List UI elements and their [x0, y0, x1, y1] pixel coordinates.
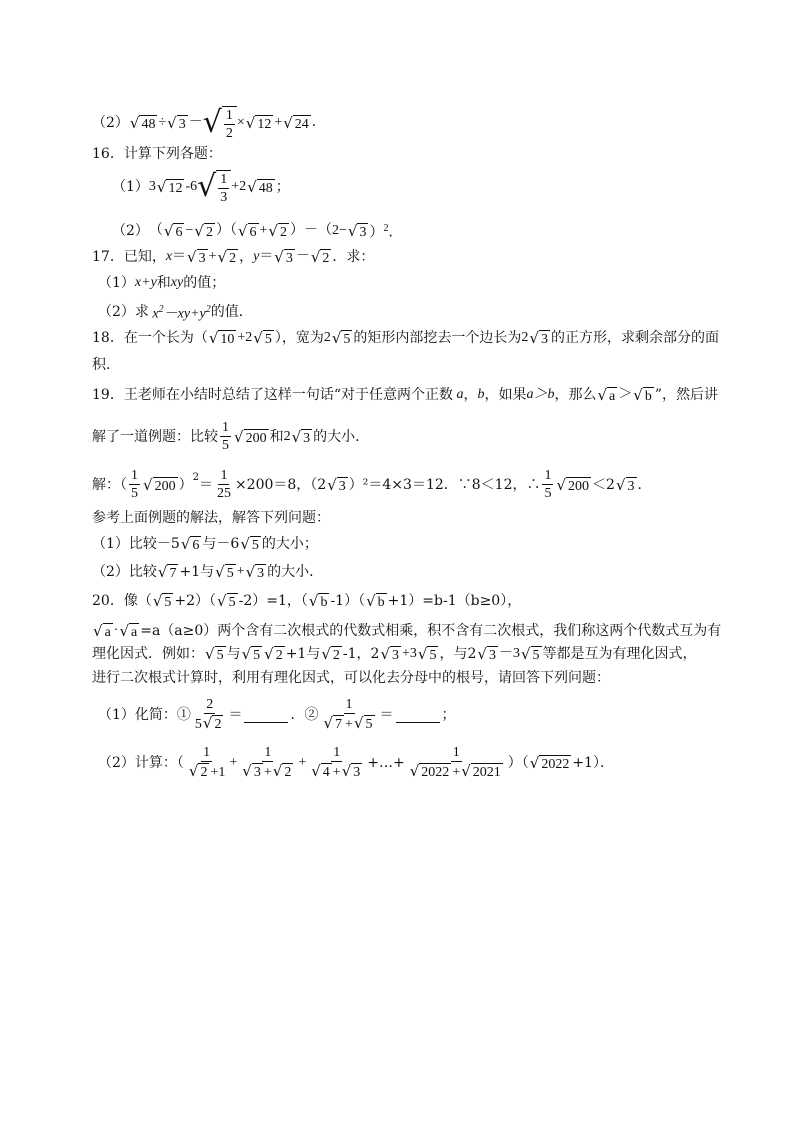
q20-part2: （2）计算：（ 1 √ 2 +1 + 1 √ 3 + √ 2 + 1 √ 4 + √ 3 +…+ 1 √ 2022 + √ 2021 ）（ √ 2022 +1）． — [98, 745, 614, 780]
q18-line2: 积． — [92, 357, 120, 373]
q16-title: 16．计算下列各题： — [92, 146, 222, 162]
op: ÷ — [158, 115, 167, 130]
q17-part1: （1） x+y 和 xy 的值； — [98, 275, 226, 291]
q19-line2: 解了一道例题：比较 $\frac{1}{5}$ √ 200 和 2 √ 3 的大小． — [92, 420, 370, 453]
sqrt-3: √ 3 — [167, 113, 186, 132]
q15-part2: （2） √ 48 ÷ √ 3 － √ $\frac{1}{2}$ × √ 12 + √ 24 ． — [92, 105, 326, 141]
q20-line1: 20．像（ √ 5 +2）（ √ 5 -2）=1，（ √ b -1）（ √ b +1）=b-1（b≥0）， — [92, 591, 522, 610]
q19-part2: （2）比较 √ 7 +1与 √ 5 + √ 3 的大小． — [92, 562, 324, 581]
q16-part1: （1） 3 √ 12 -6 √ $\frac{1}{3}$ +2 √ 48 ； — [112, 169, 290, 205]
q17-part2: （2）求 $x^2-xy+y^2$ 的值． — [98, 304, 253, 322]
q17-title: 17．已知， x ＝ √ 3 + √ 2 ， y ＝ √ 3 － √ 2 ．求： — [92, 247, 375, 266]
q20-line2: √ a · √ a =a（a≥0）两个含有二次根式的代数式相乘，积不含有二次根式，我们称这两个代数式互为有 — [93, 621, 722, 640]
q19-reference: 参考上面例题的解法，解答下列问题： — [92, 510, 330, 526]
q18-line1: 18．在一个长为（ √ 10 +2 √ 5 ），宽为 2 √ 5 的矩形内部挖去一个边长为 2 √ 3 的正方形，求剩余部分的面 — [92, 328, 719, 347]
answer-blank-1[interactable] — [244, 708, 288, 723]
q20-line3: 理化因式．例如： √ 5 与 √ 5 √ 2 +1与 √ 2 -1，2 √ 3 +3 √ 5 ，与2 √ 3 －3 √ 5 等都是互为有理化因式， — [92, 644, 697, 663]
sqrt-half: √ $\frac{1}{2}$ — [203, 104, 237, 142]
q19-solution: 解：（ $\frac{1}{5}$ √ 200 ） $^2$ ＝ $\frac{1}{25}$ ×200＝8，（2 √ 3 ）²＝4×3＝12．∵8＜12，∴ $\frac{1}{5}$ √ 200 ＜2 √ 3 ． — [92, 468, 652, 501]
q20-line4: 进行二次根式计算时，利用有理化因式，可以化去分母中的根号，请回答下列问题： — [92, 670, 610, 686]
q19-part1: （1）比较－5 √ 6 与－6 √ 5 的大小； — [92, 534, 318, 553]
answer-blank-2[interactable] — [396, 708, 440, 723]
q16-part2: （2） （ √ 6 − √ 2 ）（ √ 6 + √ 2 ）－（2− √ 3 ）$^2$． — [112, 221, 403, 241]
q19-line1: 19．王老师在小结时总结了这样一句话“对于任意两个正数 a ， b ，如果 a＞b ，那么 √ a ＞ √ b ”，然后讲 — [92, 385, 718, 404]
q20-part1: （1）化简：① 2 5 √ 2 ＝ ．② 1 √ 7 + √ 5 ＝ ； — [98, 697, 456, 732]
sqrt-12: √ 12 — [245, 113, 272, 132]
sqrt-48: √ 48 — [129, 113, 156, 132]
q15-part2-label: （2） — [92, 115, 129, 131]
sqrt-24: √ 24 — [283, 113, 309, 132]
